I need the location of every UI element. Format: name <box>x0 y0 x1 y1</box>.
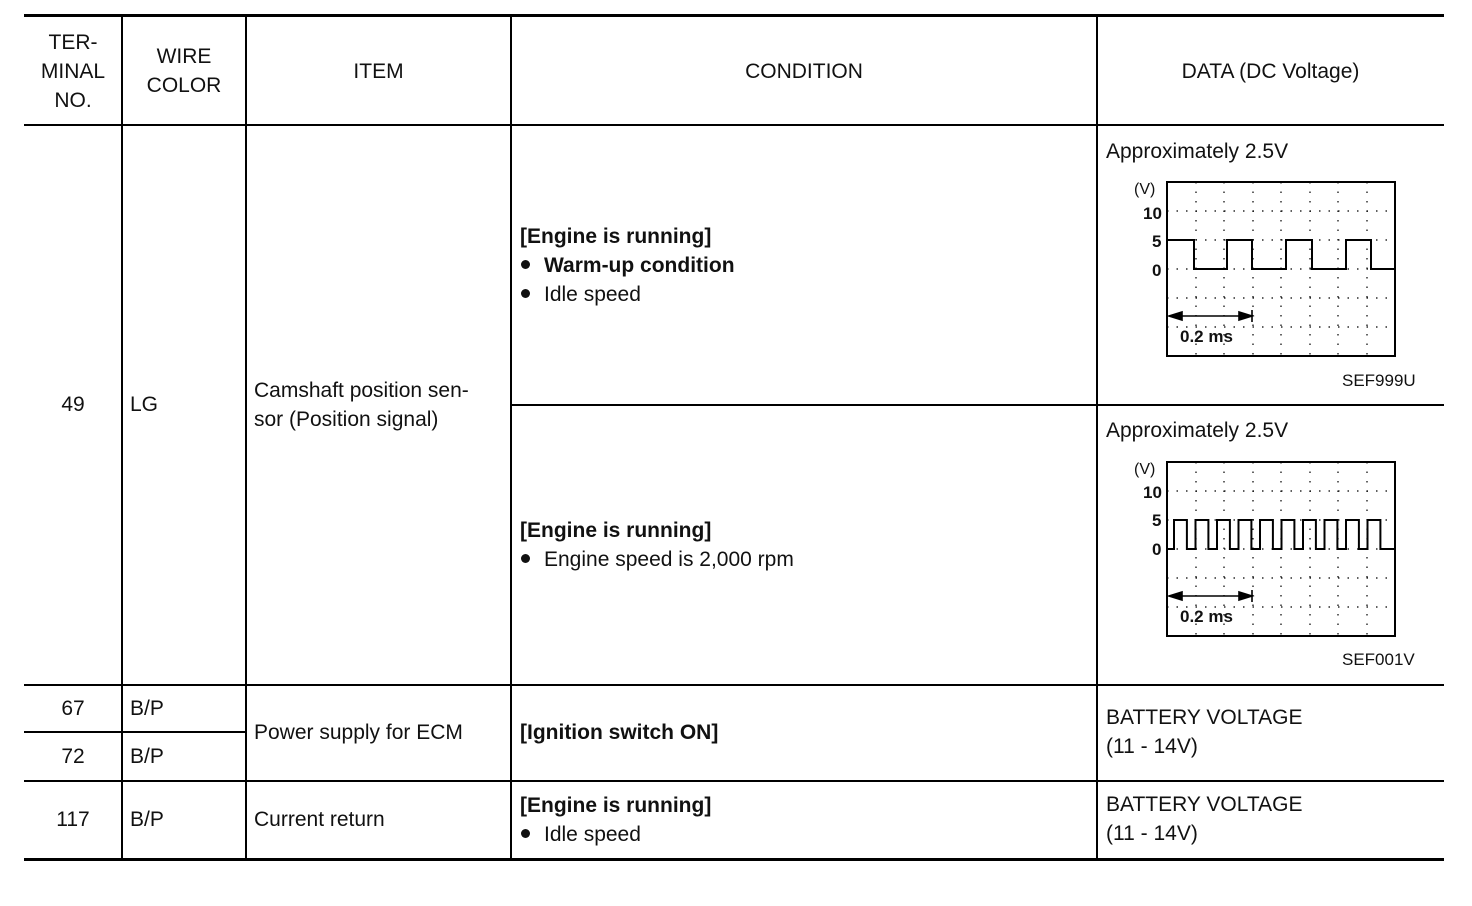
scope-49b-tick-0: 0 <box>1152 540 1162 559</box>
data-117-line2: (11 - 14V) <box>1106 822 1198 845</box>
data-117 <box>1106 790 1302 848</box>
row49-bottom-rule <box>24 684 1444 686</box>
scope-49b-time-label: 0.2 ms <box>1180 607 1233 626</box>
cond-49a-title: [Engine is running] <box>520 225 712 248</box>
scope-49b-svg <box>1124 454 1434 669</box>
header-terminal-line1: TER- <box>48 31 98 54</box>
row67-bottom-rule <box>24 780 1444 782</box>
wire-49: LG <box>130 393 159 416</box>
bullet-dot <box>521 829 530 838</box>
data-117-line1: BATTERY VOLTAGE <box>1106 793 1303 816</box>
row49-sub-divider <box>511 404 1444 406</box>
wire-72: B/P <box>130 745 164 768</box>
scope-49a-tick-0: 0 <box>1152 261 1162 280</box>
scope-49a-waveform <box>1167 240 1395 269</box>
terminal-117: 117 <box>56 808 90 831</box>
scope-49b <box>1124 454 1434 674</box>
header-condition: CONDITION <box>745 60 863 83</box>
wire-117: B/P <box>130 808 164 831</box>
terminal-72: 72 <box>61 745 85 768</box>
scope-49b-tick-10: 10 <box>1143 483 1162 502</box>
terminal-67: 67 <box>61 697 85 720</box>
scope-49a <box>1124 174 1434 394</box>
terminal-49: 49 <box>61 393 85 416</box>
item-49-line2: sor (Position signal) <box>254 408 439 431</box>
table-top-rule <box>24 14 1444 17</box>
cond-117-title: [Engine is running] <box>520 794 712 817</box>
scope-49a-ref: SEF999U <box>1342 371 1416 390</box>
scope-49a-unit: (V) <box>1134 181 1156 198</box>
row67-72-divider <box>24 731 246 733</box>
ecm-terminal-table <box>24 14 1444 862</box>
header-terminal-line2: MINAL <box>40 60 106 83</box>
data-49b-text: Approximately 2.5V <box>1106 419 1289 442</box>
col-divider-1 <box>121 14 123 860</box>
scope-49b-time-arrow <box>1169 590 1252 602</box>
col-divider-2 <box>245 14 247 860</box>
data-49a-text: Approximately 2.5V <box>1106 140 1289 163</box>
header-terminal-line3: NO. <box>54 89 92 112</box>
cond-117-bullet1-text: Idle speed <box>544 823 641 846</box>
scope-49a-tick-5: 5 <box>1152 232 1162 251</box>
data-67-72-line2: (11 - 14V) <box>1106 735 1198 758</box>
header-wire-color <box>122 42 246 100</box>
scope-49b-waveform <box>1167 520 1395 549</box>
cond-49b-bullet1-text: Engine speed is 2,000 rpm <box>544 548 794 571</box>
cond-117-bullet1 <box>521 820 641 849</box>
scope-49b-ref: SEF001V <box>1342 650 1415 669</box>
cond-49a-bullet2 <box>521 280 641 309</box>
wire-67: B/P <box>130 697 164 720</box>
data-67-72 <box>1106 703 1302 761</box>
bullet-dot <box>521 260 530 269</box>
cond-49b-title: [Engine is running] <box>520 519 712 542</box>
cond-49a-bullet1-text: Warm-up condition <box>544 254 735 277</box>
header-item: ITEM <box>353 60 404 83</box>
header-data: DATA (DC Voltage) <box>1181 60 1360 83</box>
cond-49a-bullet1 <box>521 251 735 280</box>
data-67-72-line1: BATTERY VOLTAGE <box>1106 706 1303 729</box>
header-wire-line2: COLOR <box>146 74 222 97</box>
cond-49a-bullet2-text: Idle speed <box>544 283 641 306</box>
scope-49a-svg <box>1124 174 1434 389</box>
scope-49a-tick-10: 10 <box>1143 204 1162 223</box>
scope-49a-time-label: 0.2 ms <box>1180 327 1233 346</box>
item-117: Current return <box>254 808 385 831</box>
cond-67-72: [Ignition switch ON] <box>520 721 719 744</box>
scope-49b-unit: (V) <box>1134 461 1156 478</box>
bullet-dot <box>521 289 530 298</box>
cond-49b-bullet1 <box>521 545 794 574</box>
col-divider-4 <box>1096 14 1098 860</box>
scope-49b-tick-5: 5 <box>1152 511 1162 530</box>
table-bottom-rule <box>24 858 1444 861</box>
bullet-dot <box>521 554 530 563</box>
header-wire-line1: WIRE <box>156 45 212 68</box>
item-67-72: Power supply for ECM <box>254 721 463 744</box>
header-terminal <box>24 28 122 115</box>
item-49-line1: Camshaft position sen- <box>254 379 469 402</box>
header-bottom-rule <box>24 124 1444 126</box>
col-divider-3 <box>510 14 512 860</box>
item-49 <box>254 376 510 434</box>
scope-49a-time-arrow <box>1169 310 1252 322</box>
